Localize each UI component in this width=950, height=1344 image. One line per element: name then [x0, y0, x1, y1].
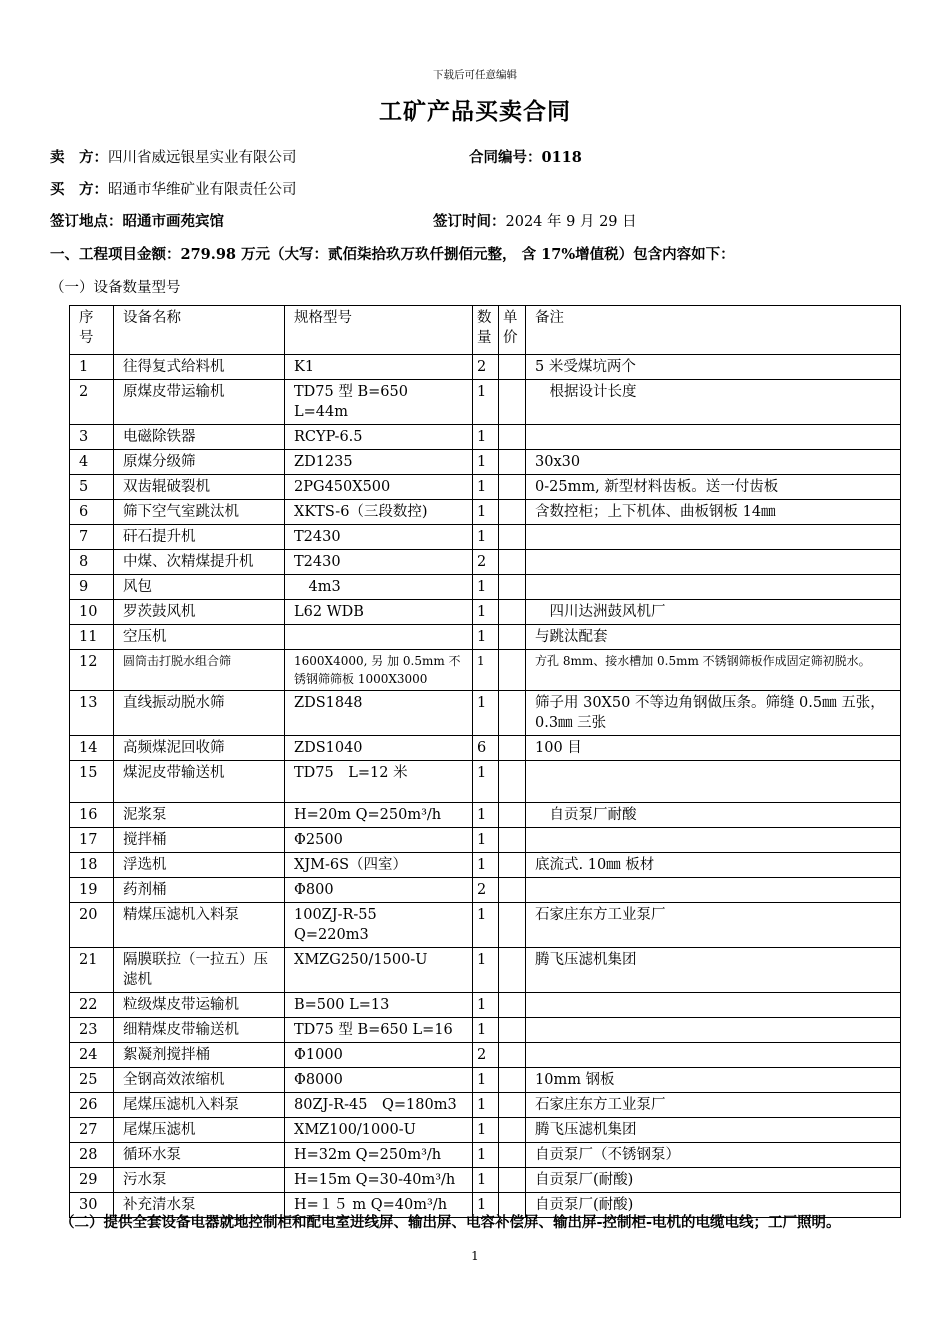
table-row [70, 948, 901, 993]
table-row [70, 691, 901, 736]
cell-unit [499, 761, 526, 803]
cell-spec: XKTS-6（三段数控) [285, 500, 473, 525]
cell-note: 根据设计长度 [526, 380, 901, 425]
cell-qty: 1 [473, 1118, 499, 1143]
cell-unit [499, 575, 526, 600]
cell-no: 23 [70, 1018, 114, 1043]
cell-unit [499, 993, 526, 1018]
cell-note [526, 761, 901, 803]
cell-no: 18 [70, 853, 114, 878]
cell-name: 尾煤压滤机入料泵 [114, 1093, 285, 1118]
cell-qty: 1 [473, 600, 499, 625]
cell-qty: 1 [473, 1068, 499, 1093]
cell-qty: 2 [473, 550, 499, 575]
cell-no: 14 [70, 736, 114, 761]
cell-note: 自贡泵厂耐酸 [526, 803, 901, 828]
cell-note: 腾飞压滤机集团 [526, 948, 901, 993]
cell-note: 与跳汰配套 [526, 625, 901, 650]
table-row [70, 1093, 901, 1118]
cell-name: 搅拌桶 [114, 828, 285, 853]
cell-name: 污水泵 [114, 1168, 285, 1193]
cell-unit [499, 475, 526, 500]
cell-note: 自贡泵厂（不锈钢泵） [526, 1143, 901, 1168]
cell-no: 13 [70, 691, 114, 736]
cell-note: 100 目 [526, 736, 901, 761]
cell-spec: Φ800 [285, 878, 473, 903]
cell-qty: 1 [473, 691, 499, 736]
cell-spec: XJM-6S（四室） [285, 853, 473, 878]
table-row [70, 1168, 901, 1193]
cell-no: 24 [70, 1043, 114, 1068]
cell-spec: B=500 L=13 [285, 993, 473, 1018]
cell-name: 筛下空气室跳汰机 [114, 500, 285, 525]
cell-unit [499, 1068, 526, 1093]
cell-qty: 1 [473, 761, 499, 803]
cell-note: 筛子用 30X50 不等边角钢做压条。筛缝 0.5㎜ 五张，0.3㎜ 三张 [526, 691, 901, 736]
cell-note: 0-25mm, 新型材料齿板。送一付齿板 [526, 475, 901, 500]
cell-unit [499, 903, 526, 948]
sign-place-line [50, 210, 224, 231]
cell-note: 腾飞压滤机集团 [526, 1118, 901, 1143]
cell-note: 石家庄东方工业泵厂 [526, 903, 901, 948]
table-row [70, 525, 901, 550]
cell-unit [499, 500, 526, 525]
cell-note: 四川达洲鼓风机厂 [526, 600, 901, 625]
table-row [70, 500, 901, 525]
cell-spec: 100ZJ-R-55 Q=220m3 [285, 903, 473, 948]
section-1-heading: 一、工程项目金额：279.98 万元（大写：贰佰柒拾玖万玖仟捌佰元整， 含 17%增值税）包含内容如下： [50, 246, 735, 263]
cell-spec: H=１５ m Q=40m³/h [285, 1193, 473, 1218]
header-no: 序号 [70, 306, 114, 355]
cell-qty: 1 [473, 853, 499, 878]
table-row [70, 1018, 901, 1043]
cell-qty: 1 [473, 1193, 499, 1218]
cell-unit [499, 691, 526, 736]
cell-name: 双齿辊破裂机 [114, 475, 285, 500]
cell-spec: T2430 [285, 525, 473, 550]
cell-name: 煤泥皮带输送机 [114, 761, 285, 803]
cell-qty: 1 [473, 575, 499, 600]
cell-no: 26 [70, 1093, 114, 1118]
cell-qty: 1 [473, 803, 499, 828]
cell-qty: 2 [473, 1043, 499, 1068]
cell-note [526, 525, 901, 550]
cell-spec: H=20m Q=250m³/h [285, 803, 473, 828]
cell-no: 17 [70, 828, 114, 853]
cell-no: 27 [70, 1118, 114, 1143]
header-spec: 规格型号 [285, 306, 473, 355]
cell-qty: 1 [473, 625, 499, 650]
cell-spec: 80ZJ-R-45 Q=180m3 [285, 1093, 473, 1118]
table-row [70, 600, 901, 625]
cell-name: 电磁除铁器 [114, 425, 285, 450]
cell-spec: K1 [285, 355, 473, 380]
cell-no: 21 [70, 948, 114, 993]
cell-note: 自贡泵厂(耐酸) [526, 1193, 901, 1218]
cell-no: 29 [70, 1168, 114, 1193]
table-row [70, 736, 901, 761]
sign-time-label: 签订时间： [433, 213, 506, 230]
contract-no-label: 合同编号： [469, 149, 542, 166]
table-row [70, 650, 901, 691]
cell-unit [499, 828, 526, 853]
cell-unit [499, 878, 526, 903]
cell-qty: 1 [473, 425, 499, 450]
cell-unit [499, 803, 526, 828]
cell-note [526, 878, 901, 903]
cell-spec: Φ1000 [285, 1043, 473, 1068]
table-row [70, 803, 901, 828]
cell-unit [499, 948, 526, 993]
cell-spec: 1600X4000, 另 加 0.5mm 不锈钢筛筛板 1000X3000 [285, 650, 473, 691]
cell-no: 30 [70, 1193, 114, 1218]
cell-no: 2 [70, 380, 114, 425]
cell-no: 4 [70, 450, 114, 475]
cell-no: 3 [70, 425, 114, 450]
cell-qty: 1 [473, 380, 499, 425]
cell-spec: H=32m Q=250m³/h [285, 1143, 473, 1168]
cell-unit [499, 525, 526, 550]
cell-spec: 4m3 [285, 575, 473, 600]
cell-name: 细精煤皮带输送机 [114, 1018, 285, 1043]
cell-unit [499, 650, 526, 691]
cell-no: 8 [70, 550, 114, 575]
cell-unit [499, 355, 526, 380]
cell-note: 自贡泵厂(耐酸) [526, 1168, 901, 1193]
cell-no: 5 [70, 475, 114, 500]
cell-spec: TD75 L=12 米 [285, 761, 473, 803]
buyer-label: 买 方： [50, 181, 108, 198]
cell-no: 22 [70, 993, 114, 1018]
cell-qty: 1 [473, 828, 499, 853]
cell-spec [285, 625, 473, 650]
cell-qty: 1 [473, 1168, 499, 1193]
cell-unit [499, 1143, 526, 1168]
cell-name: 絮凝剂搅拌桶 [114, 1043, 285, 1068]
buyer-line [50, 178, 297, 199]
cell-note [526, 550, 901, 575]
cell-unit [499, 380, 526, 425]
cell-spec: TD75 型 B=650 L=16 [285, 1018, 473, 1043]
cell-name: 隔膜联拉（一拉五）压滤机 [114, 948, 285, 993]
cell-unit [499, 736, 526, 761]
table-row [70, 625, 901, 650]
cell-name: 尾煤压滤机 [114, 1118, 285, 1143]
table-row [70, 993, 901, 1018]
cell-spec: Φ2500 [285, 828, 473, 853]
seller-line [50, 146, 297, 167]
header-unit-price: 单价 [499, 306, 526, 355]
cell-spec: ZD1235 [285, 450, 473, 475]
seller-value: 四川省威远银星实业有限公司 [108, 150, 297, 166]
cell-name: 空压机 [114, 625, 285, 650]
cell-no: 1 [70, 355, 114, 380]
table-row [70, 1118, 901, 1143]
cell-spec: Φ8000 [285, 1068, 473, 1093]
cell-spec: 2PG450X500 [285, 475, 473, 500]
table-row [70, 853, 901, 878]
cell-qty: 1 [473, 903, 499, 948]
cell-unit [499, 853, 526, 878]
cell-unit [499, 625, 526, 650]
header-note: 下载后可任意编辑 [433, 69, 517, 81]
cell-name: 泥浆泵 [114, 803, 285, 828]
header-note: 备注 [526, 306, 901, 355]
cell-note: 底流式. 10㎜ 板材 [526, 853, 901, 878]
table-row [70, 1043, 901, 1068]
table-row [70, 575, 901, 600]
cell-spec: ZDS1848 [285, 691, 473, 736]
contract-no-line [469, 146, 582, 167]
cell-note [526, 575, 901, 600]
table-row [70, 903, 901, 948]
cell-name: 药剂桶 [114, 878, 285, 903]
cell-note: 石家庄东方工业泵厂 [526, 1093, 901, 1118]
header-qty: 数量 [473, 306, 499, 355]
table-row [70, 1068, 901, 1093]
cell-name: 原煤皮带运输机 [114, 380, 285, 425]
sign-time-value: 2024 年 9 月 29 日 [505, 214, 637, 230]
cell-note [526, 993, 901, 1018]
table-row [70, 550, 901, 575]
cell-note: 10mm 钢板 [526, 1068, 901, 1093]
cell-note: 含数控柜；上下机体、曲板钢板 14㎜ [526, 500, 901, 525]
cell-spec: TD75 型 B=650 L=44m [285, 380, 473, 425]
cell-spec: XMZ100/1000-U [285, 1118, 473, 1143]
cell-qty: 1 [473, 525, 499, 550]
cell-unit [499, 1093, 526, 1118]
cell-no: 28 [70, 1143, 114, 1168]
cell-name: 直线振动脱水筛 [114, 691, 285, 736]
cell-qty: 1 [473, 475, 499, 500]
contract-no-value: 0118 [541, 149, 582, 166]
cell-unit [499, 1118, 526, 1143]
sign-place-value: 昭通市画苑宾馆 [122, 213, 224, 230]
cell-name: 粒级煤皮带运输机 [114, 993, 285, 1018]
cell-spec: ZDS1040 [285, 736, 473, 761]
page-number: 1 [471, 1249, 479, 1263]
cell-unit [499, 425, 526, 450]
cell-name: 全钢高效浓缩机 [114, 1068, 285, 1093]
cell-no: 25 [70, 1068, 114, 1093]
cell-name: 浮选机 [114, 853, 285, 878]
cell-qty: 1 [473, 500, 499, 525]
cell-unit [499, 450, 526, 475]
cell-name: 矸石提升机 [114, 525, 285, 550]
cell-name: 循环水泵 [114, 1143, 285, 1168]
cell-no: 9 [70, 575, 114, 600]
cell-qty: 1 [473, 450, 499, 475]
cell-no: 16 [70, 803, 114, 828]
seller-label: 卖 方： [50, 149, 108, 166]
cell-qty: 1 [473, 1018, 499, 1043]
cell-note: 30x30 [526, 450, 901, 475]
cell-name: 中煤、次精煤提升机 [114, 550, 285, 575]
table-row [70, 828, 901, 853]
cell-name: 原煤分级筛 [114, 450, 285, 475]
cell-note: 方孔 8mm、接水槽加 0.5mm 不锈钢筛板作成固定筛初脱水。 [526, 650, 901, 691]
table-row [70, 1143, 901, 1168]
cell-unit [499, 1018, 526, 1043]
cell-name: 补充清水泵 [114, 1193, 285, 1218]
cell-spec: T2430 [285, 550, 473, 575]
cell-name: 往得复式给料机 [114, 355, 285, 380]
cell-name: 风包 [114, 575, 285, 600]
table-row [70, 878, 901, 903]
equipment-table [69, 305, 901, 1218]
table-row [70, 355, 901, 380]
cell-unit [499, 1043, 526, 1068]
cell-name: 高频煤泥回收筛 [114, 736, 285, 761]
table-row [70, 425, 901, 450]
cell-note [526, 828, 901, 853]
cell-no: 15 [70, 761, 114, 803]
subsection-1-heading: （一）设备数量型号 [50, 280, 181, 296]
cell-qty: 1 [473, 948, 499, 993]
table-row [70, 380, 901, 425]
sign-place-label: 签订地点： [50, 213, 123, 230]
table-row [70, 475, 901, 500]
cell-spec: XMZG250/1500-U [285, 948, 473, 993]
cell-qty: 1 [473, 1143, 499, 1168]
cell-no: 19 [70, 878, 114, 903]
cell-qty: 2 [473, 355, 499, 380]
cell-qty: 1 [473, 650, 499, 691]
table-row [70, 450, 901, 475]
cell-no: 7 [70, 525, 114, 550]
cell-note [526, 425, 901, 450]
cell-name: 精煤压滤机入料泵 [114, 903, 285, 948]
cell-no: 11 [70, 625, 114, 650]
header-name: 设备名称 [114, 306, 285, 355]
cell-qty: 6 [473, 736, 499, 761]
cell-qty: 1 [473, 993, 499, 1018]
cell-no: 20 [70, 903, 114, 948]
cell-unit [499, 1168, 526, 1193]
cell-unit [499, 600, 526, 625]
cell-no: 10 [70, 600, 114, 625]
cell-no: 6 [70, 500, 114, 525]
section-2-text: （二）提供全套设备电器就地控制柜和配电室进线屏、输出屏、电容补偿屏、输出屏-控制柜-电机的电缆电线；工厂照明。 [60, 1214, 841, 1231]
cell-spec: L62 WDB [285, 600, 473, 625]
table-header-row [70, 306, 901, 355]
cell-spec: RCYP-6.5 [285, 425, 473, 450]
cell-note: 5 米受煤坑两个 [526, 355, 901, 380]
buyer-value: 昭通市华维矿业有限责任公司 [108, 182, 297, 198]
cell-name: 圆筒击打脱水组合筛 [114, 650, 285, 691]
document-title: 工矿产品买卖合同 [379, 99, 571, 125]
sign-time-line [433, 210, 637, 231]
table-row [70, 761, 901, 803]
cell-no: 12 [70, 650, 114, 691]
cell-qty: 1 [473, 1093, 499, 1118]
equipment-table-body [70, 306, 901, 1218]
cell-unit [499, 550, 526, 575]
cell-note [526, 1018, 901, 1043]
cell-spec: H=15m Q=30-40m³/h [285, 1168, 473, 1193]
cell-name: 罗茨鼓风机 [114, 600, 285, 625]
cell-note [526, 1043, 901, 1068]
cell-qty: 2 [473, 878, 499, 903]
